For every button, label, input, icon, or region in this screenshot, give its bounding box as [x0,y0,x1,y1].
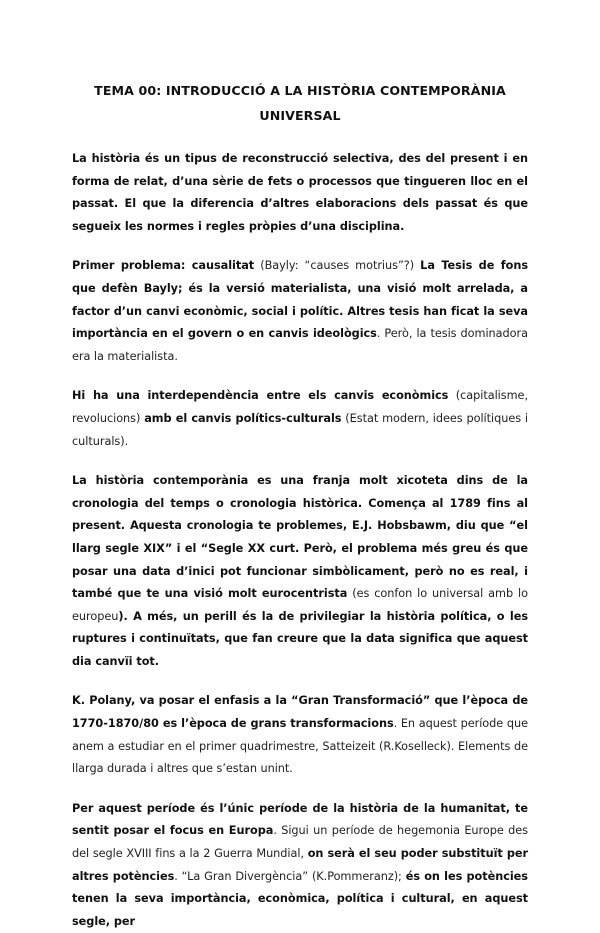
paragraph-bold-text: on serà el seu poder substituït per altres potències [72,847,528,883]
paragraph-plain-text: (capitalisme, revolucions) [72,389,528,425]
paragraph-bold-text: amb el canvis polítics-culturals [144,411,342,425]
paragraph-europe-focus [72,798,528,933]
paragraph-chronology [72,470,528,673]
paragraph-bold-text: K. Polany, va posar el enfasis a la “Gran Transformació” que l’època de 1770-1870/80 es l’època de grans transformacions [72,694,528,731]
paragraph-plain-text: (es confon lo universal amb lo europeu [72,587,528,623]
paragraph-causality [72,255,528,368]
paragraph-bold-text: La Tesis de fons que defèn Bayly; és la versió materialista, una visió molt arrelada, a factor d’un canvi econòmic, social i polític. Altres tesis han ficat la seva importància en el govern o en canvis ideològics [72,259,528,341]
title-line-1: TEMA 00: INTRODUCCIÓ A LA HISTÒRIA CONTEMPORÀNIA [94,83,506,98]
paragraph-bold-text: La història és un tipus de reconstrucció selectiva, des del present i en forma de relat, d’una sèrie de fets o processos que tingueren lloc en el passat. El que la diferencia d’altres elaboracions dels passat és que segueix les normes i regles pròpies d’una disciplina. [72,152,528,233]
paragraph-definition [72,148,528,238]
document-title [72,78,528,128]
paragraph-bold-text: Per aquest període és l’únic període de la història de la humanitat, te sentit posar el focus en Europa [72,801,528,838]
paragraph-plain-text: . Però, la tesis dominadora era la materialista. [72,327,528,363]
paragraph-polany [72,690,528,780]
paragraph-plain-text: . En aquest període que anem a estudiar en el primer quadrimestre, Satteizeit (R.Koselleck). Elements de llarga durada i altres que s’estan unint. [72,717,528,776]
paragraph-bold-text: ). A més, un perill és la de privilegiar la història política, o les ruptures i continuïtats, que fan creure que la data significa que aquest dia canvïi tot. [72,609,528,668]
paragraph-bold-text: Hi ha una interdependència entre els canvis econòmics [72,389,449,403]
paragraph-bold-text: Primer problema: causalitat [72,259,255,273]
title-line-2: UNIVERSAL [259,108,341,123]
paragraph-interdependence [72,385,528,453]
paragraph-bold-text: és on les potències tenen la seva importància, econòmica, política i cultural, en aquest segle, per [72,869,528,928]
paragraph-plain-text: (Estat modern, idees polítiques i culturals). [72,411,529,448]
paragraph-plain-text: (Bayly: “causes motrius”?) [254,259,421,273]
paragraph-bold-text: La història contemporània es una franja molt xicoteta dins de la cronologia del temps o cronologia històrica. Comença al 1789 fins al present. Aquesta cronologia te problemes, E.J. Hobsbawm, diu que “el llarg segle XIX” i el “Segle XX curt. Però, el problema més greu és que posar una data d’inici pot funcionar simbòlicament, però no es real, i també que te una visió molt eurocentrista [72,474,528,601]
paragraph-plain-text: . “La Gran Divergència” (K.Pommeranz); [174,869,406,883]
paragraph-plain-text: . Sigui un període de hegemonia Europe des del segle XVIII fins a la 2 Guerra Mundial, [72,824,528,861]
